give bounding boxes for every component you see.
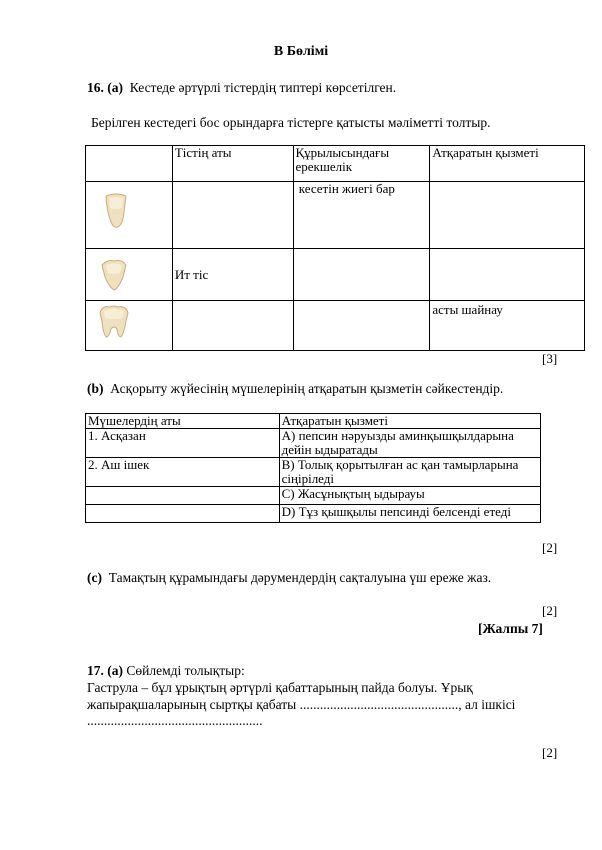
tooth-name-cell[interactable] <box>172 301 293 351</box>
tooth-feature-cell[interactable] <box>293 249 430 301</box>
q16-b-text: Асқорыту жүйесінің мүшелерінің атқаратын қызметін сәйкестендір. <box>110 381 504 396</box>
organ-name-cell: 1. Асқазан <box>86 429 280 458</box>
mark-17a: [2] <box>542 745 558 760</box>
q16-b-label: (b) <box>87 381 104 396</box>
q16-number: 16. <box>87 80 104 95</box>
incisor-tooth-icon <box>96 190 136 230</box>
molar-tooth-icon <box>96 303 132 339</box>
q16-part-b <box>87 381 503 397</box>
table-row <box>86 458 541 487</box>
table-cell <box>86 301 173 351</box>
table-header-cell: Тістің аты <box>172 146 293 182</box>
canine-tooth-icon <box>96 257 132 291</box>
organs-table <box>85 413 541 523</box>
tooth-name-cell: Ит тіс <box>172 249 293 301</box>
table-header-cell: Мүшелердің аты <box>86 414 280 429</box>
q16-a-label: (a) <box>107 80 123 95</box>
q17-a-label: (a) <box>107 663 123 678</box>
mark-16a: [3] <box>542 351 558 366</box>
table-row <box>86 487 541 505</box>
tooth-feature-cell <box>293 182 430 249</box>
table-header-cell <box>86 146 173 182</box>
q17-a-text: Сөйлемді толықтыр: <box>126 663 245 678</box>
q17-answer-blank-1[interactable]: ............................................... <box>299 697 459 712</box>
table-row <box>86 301 585 351</box>
q17-answer-blank-2[interactable]: .................................................... <box>87 713 263 728</box>
table-row <box>86 505 541 523</box>
organ-name-cell: 2. Аш ішек <box>86 458 280 487</box>
total-marks: [Жалпы 7] <box>478 621 543 636</box>
table-header-cell: Атқаратын қызметі <box>430 146 585 182</box>
section-title: В Бөлімі <box>273 44 329 59</box>
tooth-function-cell: асты шайнау <box>430 301 585 351</box>
table-header-cell: Құрылысындағы ерекшелік <box>293 146 430 182</box>
teeth-table <box>85 145 585 351</box>
organ-name-cell <box>86 505 280 523</box>
tooth-feature-cell[interactable] <box>293 301 430 351</box>
q17-part-a <box>87 663 245 679</box>
organ-function-cell: С) Жасұнықтың ыдырауы <box>279 487 540 505</box>
tooth-name-cell[interactable] <box>172 182 293 249</box>
q16-part-c <box>87 570 491 586</box>
table-row <box>86 182 585 249</box>
organ-function-cell: В) Толық қорытылған ас қан тамырларына сіңіріледі <box>279 458 540 487</box>
q16-a-text: Кестеде әртүрлі тістердің типтері көрсетілген. <box>129 80 397 95</box>
tooth-function-cell[interactable] <box>430 249 585 301</box>
table-cell <box>86 182 173 249</box>
q17-line-2-start: жапырақшаларының сыртқы қабаты <box>87 697 297 712</box>
organ-function-cell: А) пепсин нәруызды аминқышқылдарына дейін ыдыратады <box>279 429 540 458</box>
q16-part-a <box>87 80 396 96</box>
q17-line-2 <box>87 697 515 713</box>
q17-line-2-end: , ал ішкісі <box>458 697 516 712</box>
table-row <box>86 429 541 458</box>
organ-name-cell <box>86 487 280 505</box>
table-row <box>86 414 541 429</box>
mark-16c: [2] <box>542 603 558 618</box>
q16-c-label: (c) <box>87 570 102 585</box>
table-row <box>86 249 585 301</box>
q16-instruction: Берілген кестедегі бос орындарға тістерге қатысты мәліметті толтыр. <box>91 115 491 130</box>
q17-line-1: Гаструла – бұл ұрықтың әртүрлі қабаттарының пайда болуы. Ұрық <box>87 680 473 695</box>
table-header-cell: Атқаратын қызметі <box>279 414 540 429</box>
table-cell <box>86 249 173 301</box>
table-row <box>86 146 585 182</box>
tooth-feature-text: кесетін жиегі бар <box>298 181 395 196</box>
q16-c-text: Тамақтың құрамындағы дәрумендердің сақталуына үш ереже жаз. <box>108 570 492 585</box>
tooth-function-cell[interactable] <box>430 182 585 249</box>
mark-16b: [2] <box>542 540 558 555</box>
organ-function-cell: D) Тұз қышқылы пепсинді белсенді етеді <box>279 505 540 523</box>
q17-number: 17. <box>87 663 104 678</box>
